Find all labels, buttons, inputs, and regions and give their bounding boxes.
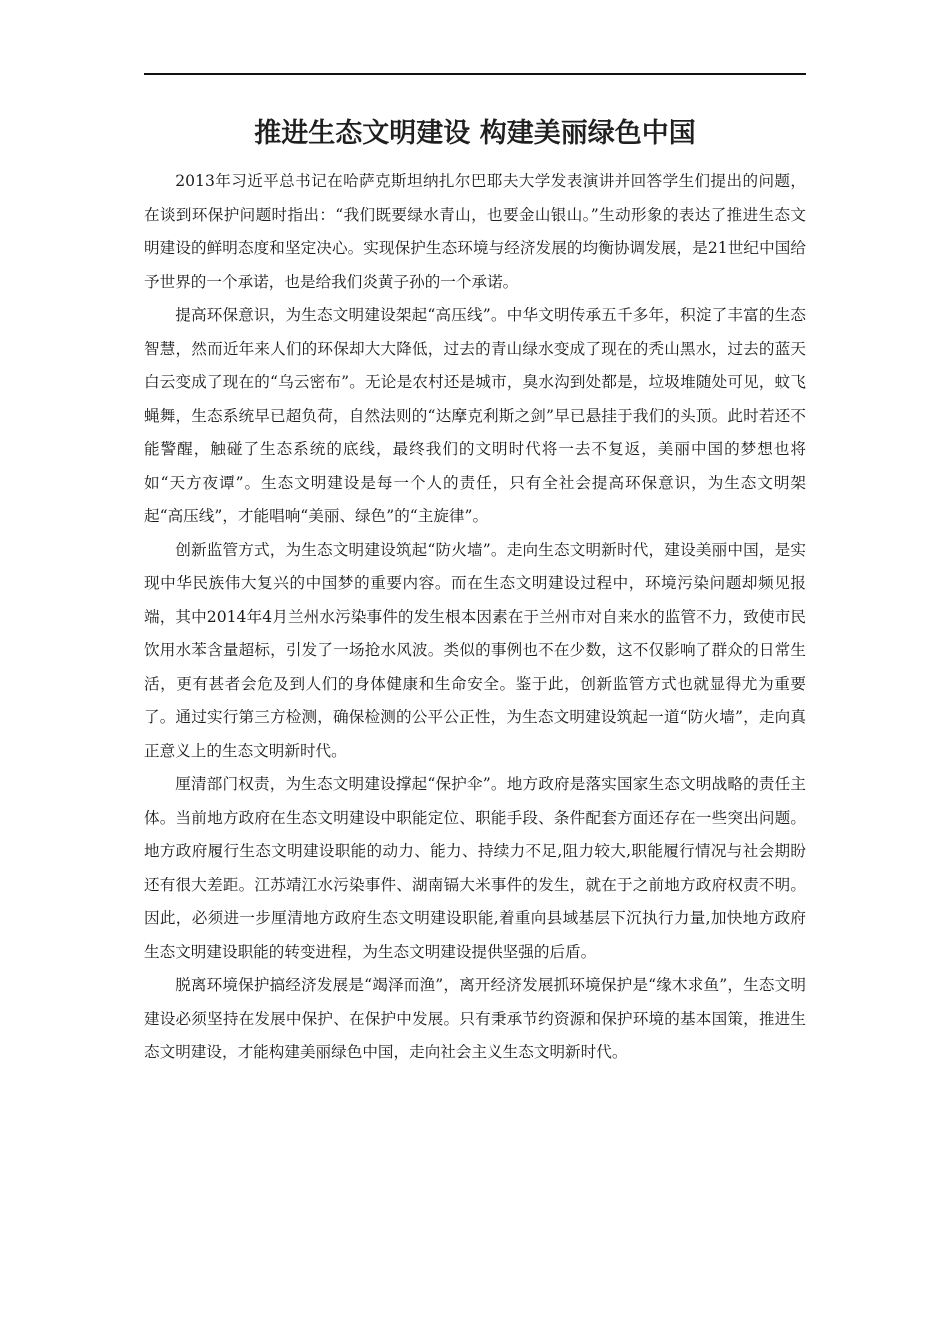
document-title: 推进生态文明建设 构建美丽绿色中国 xyxy=(254,118,696,149)
paragraph-conclusion: 脱离环境保护搞经济发展是“竭泽而渔”，离开经济发展抓环境保护是“缘木求鱼”，生态文明建设必须坚持在发展中保护、在保护中发展。只有秉承节约资源和保护环境的基本国策，推进生态文明建设，才能构建美丽绿色中国，走向社会主义生态文明新时代。 xyxy=(144,976,806,1061)
paragraph-supervision-innovation: 创新监管方式，为生态文明建设筑起“防火墙”。走向生态文明新时代，建设美丽中国，是实现中华民族伟大复兴的中国梦的重要内容。而在生态文明建设过程中，环境污染问题却频见报端，其中2014年4月兰州水污染事件的发生根本因素在于兰州市对自来水的监管不力，致使市民饮用水苯含量超标，引发了一场抢水风波。类似的事例也不在少数，这不仅影响了群众的日常生活，更有甚者会危及到人们的身体健康和生命安全。鉴于此，创新监管方式也就显得尤为重要了。通过实行第三方检测，确保检测的公平公正性，为生态文明建设筑起一道“防火墙”，走向真正意义上的生态文明新时代。 xyxy=(144,540,806,760)
document-body xyxy=(144,165,806,1070)
paragraph-government-responsibility: 厘清部门权责，为生态文明建设撑起“保护伞”。地方政府是落实国家生态文明战略的责任主体。当前地方政府在生态文明建设中职能定位、职能手段、条件配套方面还存在一些突出问题。地方政府履行生态文明建设职能的动力、能力、持续力不足,阻力较大,职能履行情况与社会期盼还有很大差距。江苏靖江水污染事件、湖南镉大米事件的发生，就在于之前地方政府权责不明。因此，必须进一步厘清地方政府生态文明建设职能,着重向县域基层下沉执行力量,加快地方政府生态文明建设职能的转变进程，为生态文明建设提供坚强的后盾。 xyxy=(144,775,806,961)
paragraph-environmental-awareness: 提高环保意识，为生态文明建设架起“高压线”。中华文明传承五千多年，积淀了丰富的生态智慧，然而近年来人们的环保却大大降低，过去的青山绿水变成了现在的秃山黑水，过去的蓝天白云变成了现在的“乌云密布”。无论是农村还是城市，臭水沟到处都是，垃圾堆随处可见，蚊飞蝇舞，生态系统早已超负荷，自然法则的“达摩克利斯之剑”早已悬挂于我们的头顶。此时若还不能警醒，触碰了生态系统的底线，最终我们的文明时代将一去不复返，美丽中国的梦想也将如“天方夜谭”。生态文明建设是每一个人的责任，只有全社会提高环保意识，为生态文明架起“高压线”，才能唱响“美丽、绿色”的“主旋律”。 xyxy=(144,306,806,525)
header-rule xyxy=(144,73,806,75)
paragraph-intro: 2013年习近平总书记在哈萨克斯坦纳扎尔巴耶夫大学发表演讲并回答学生们提出的问题，在谈到环保护问题时指出：“我们既要绿水青山，也要金山银山。”生动形象的表达了推进生态文明建设的鲜明态度和坚定决心。实现保护生态环境与经济发展的均衡协调发展，是21世纪中国给予世界的一个承诺，也是给我们炎黄子孙的一个承诺。 xyxy=(144,172,806,291)
